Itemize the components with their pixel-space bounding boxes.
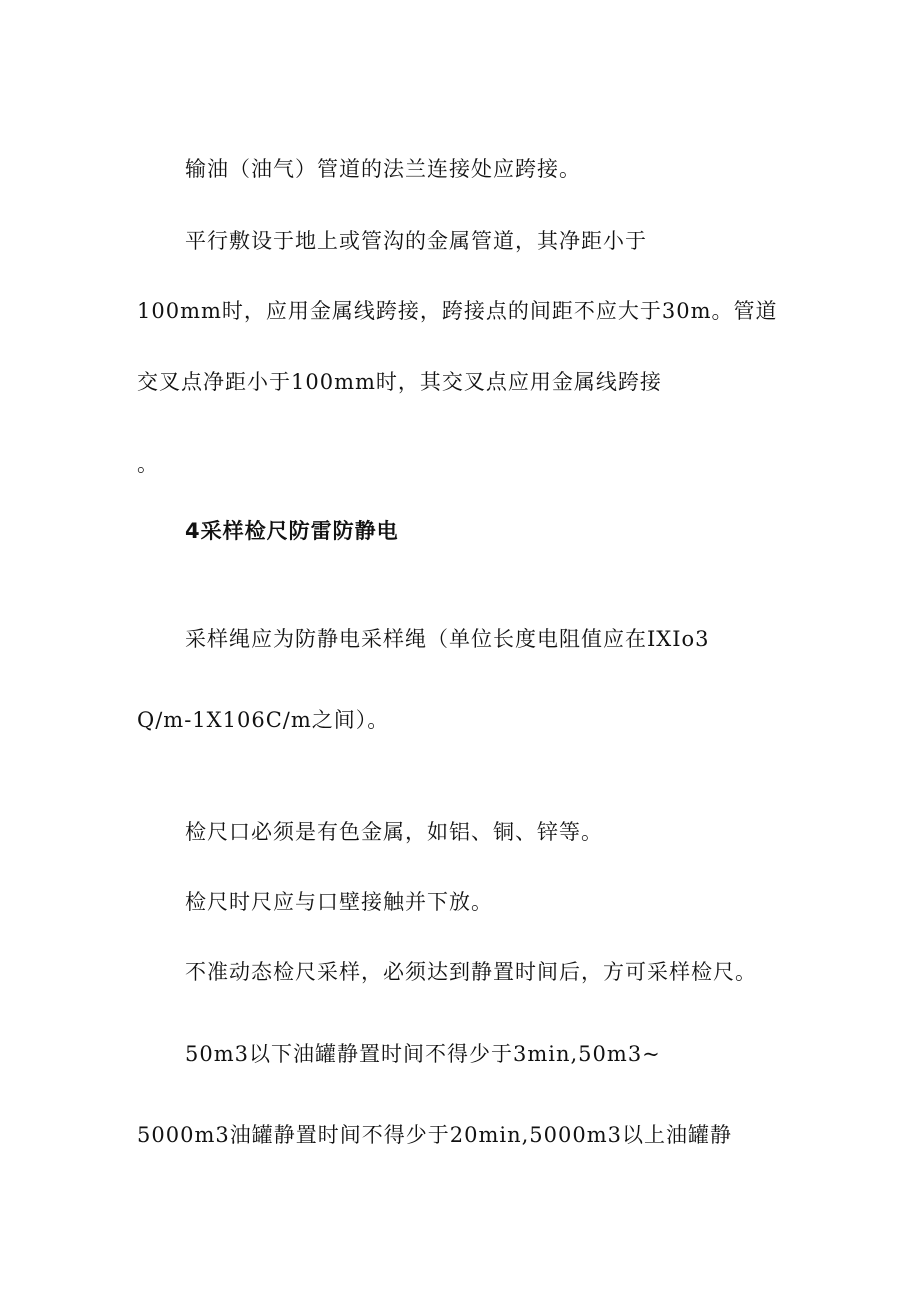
paragraph-line: Q∕m-1X106C∕m之间）。 <box>137 708 390 732</box>
paragraph-line: 不准动态检尺采样，必须达到静置时间后，方可采样检尺。 <box>185 960 757 984</box>
paragraph-line: 检尺口必须是有色金属，如铝、铜、锌等。 <box>185 820 603 844</box>
paragraph-line: 采样绳应为防静电采样绳（单位长度电阻值应在IXIo3 <box>185 627 710 651</box>
paragraph-line: 检尺时尺应与口壁接触并下放。 <box>185 890 493 914</box>
section-heading: 4采样检尺防雷防静电 <box>185 519 399 543</box>
paragraph-line: 100mm时，应用金属线跨接，跨接点的间距不应大于30m。管道 <box>137 299 778 323</box>
paragraph-line: 交叉点净距小于100mm时，其交叉点应用金属线跨接 <box>137 370 662 394</box>
paragraph-line: 5000m3油罐静置时间不得少于20min,5000m3以上油罐静 <box>137 1123 732 1147</box>
paragraph-line: 。 <box>137 452 159 476</box>
paragraph-line: 50m3以下油罐静置时间不得少于3min,50m3~ <box>185 1042 661 1066</box>
paragraph-line: 输油（油气）管道的法兰连接处应跨接。 <box>185 157 581 181</box>
paragraph-line: 平行敷设于地上或管沟的金属管道，其净距小于 <box>185 229 647 253</box>
